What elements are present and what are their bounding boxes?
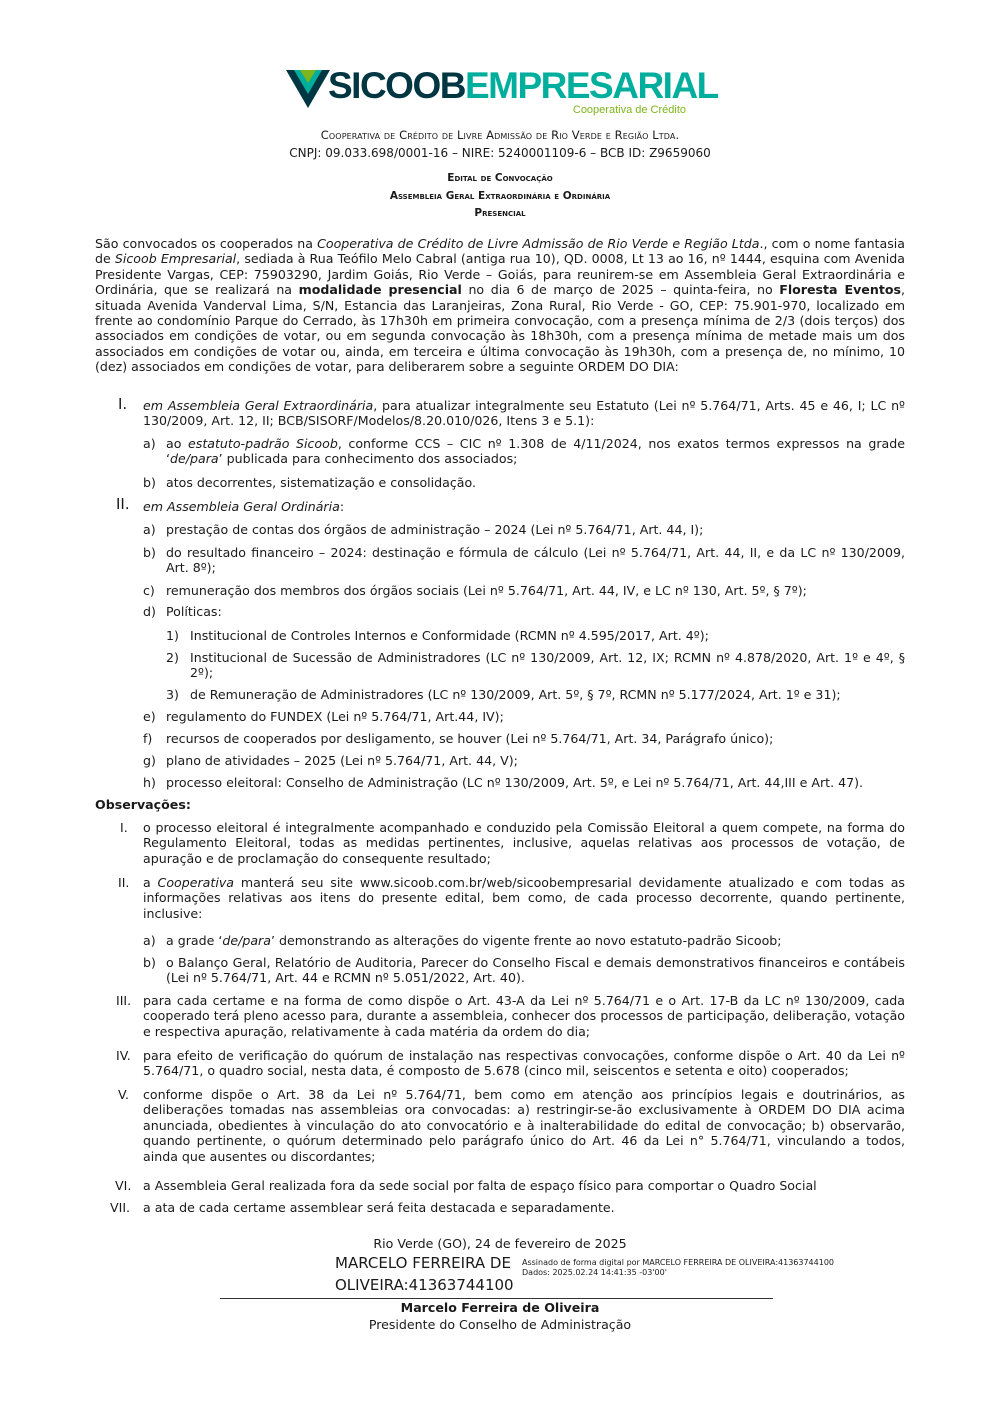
- obs-mark-I: I.: [120, 820, 128, 835]
- obs-IIa-post: ’ demonstrando as alterações do vigente frente ao novo estatuto-padrão Sicoob;: [270, 933, 782, 948]
- obs-item-VI: a Assembleia Geral realizada fora da sede social por falta de espaço físico para comportar o Quadro Social: [143, 1178, 817, 1193]
- agenda-Ia-italic: estatuto-padrão Sicoob: [188, 436, 338, 451]
- obs-mark-IIa: a): [143, 933, 156, 948]
- agenda-I-text: , para atualizar integralmente seu Estatuto (Lei nº 5.764/71, Arts. 45 e 46, I; LC nº 130/2009, Art. 12, II; BCB/SISORF/Modelos/8.20.010/026, Itens 3 e 5.1):: [143, 398, 905, 429]
- obs-II-text: manterá seu site www.sicoob.com.br/web/sicoobempresarial devidamente atualizado e com todas as informações relativas aos itens do presente edital, bem como, de cada processo decorrente, quando pertinente, inclusive:: [143, 875, 905, 921]
- obs-mark-V: V.: [118, 1087, 129, 1102]
- agenda-mark-I: I.: [118, 395, 128, 413]
- place-date: Rio Verde (GO), 24 de fevereiro de 2025: [373, 1236, 627, 1251]
- agenda-item-Ia: [166, 436, 905, 467]
- agenda-mark-Ib: b): [143, 475, 156, 490]
- agenda-item-IId1: Institucional de Controles Internos e Conformidade (RCMN nº 4.595/2017, Art. 4º);: [190, 628, 709, 643]
- agenda-mark-IId: d): [143, 604, 156, 619]
- sicoob-logo: [286, 65, 718, 116]
- agenda-item-II: [143, 499, 905, 514]
- agenda-item-IIf: recursos de cooperados por desligamento, se houver (Lei nº 5.764/71, Art. 34, Parágrafo único);: [166, 731, 774, 746]
- president-role: Presidente do Conselho de Administração: [368, 1317, 632, 1332]
- agenda-mark-IId3: 3): [166, 687, 179, 702]
- agenda-Ia-post: ’ publicada para conhecimento dos associados;: [218, 451, 518, 467]
- agenda-I-italic: em Assembleia Geral Extraordinária: [143, 398, 374, 413]
- agenda-item-IIg: plano de atividades – 2025 (Lei nº 5.764/71, Art. 44, V);: [166, 753, 518, 768]
- logo-subtitle: Cooperativa de Crédito: [572, 104, 686, 116]
- digital-signature-name-line1: MARCELO FERREIRA DE: [335, 1254, 511, 1272]
- agenda-item-IIe: regulamento do FUNDEX (Lei nº 5.764/71, Art.44, IV);: [166, 709, 504, 724]
- agenda-item-IId2: Institucional de Sucessão de Administradores (LC nº 130/2009, Art. 12, IX; RCMN nº 4.878/2020, Art. 1º e 4º, § 2º);: [190, 650, 905, 681]
- agenda-Ia-italic2: de/para: [170, 451, 219, 467]
- observations-heading: Observações:: [95, 797, 191, 812]
- agenda-mark-IIa: a): [143, 522, 156, 537]
- obs-mark-III: III.: [116, 993, 132, 1008]
- agenda-item-Ib: atos decorrentes, sistematização e consolidação.: [166, 475, 477, 490]
- signature-line: [220, 1298, 773, 1299]
- agenda-mark-IIg: g): [143, 753, 156, 768]
- agenda-item-IId: Políticas:: [166, 604, 222, 619]
- obs-mark-VI: VI.: [115, 1178, 132, 1193]
- obs-mark-IV: IV.: [116, 1048, 131, 1063]
- agenda-item-IIb: do resultado financeiro – 2024: destinação e fórmula de cálculo (Lei nº 5.764/71, Art. 44, II, e da LC nº 130/2009, Art. 8º);: [166, 545, 905, 576]
- title-assembleia: Assembleia Geral Extraordinária e Ordinária: [389, 190, 611, 202]
- intro-paragraph: [95, 236, 905, 375]
- logo-empresarial-text: EMPRESARIAL: [464, 65, 718, 106]
- obs-item-II: [143, 875, 905, 921]
- obs-item-I: o processo eleitoral é integralmente acompanhado e conduzido pela Comissão Eleitoral a quem compete, na forma do Regulamento Eleitoral, todas as medidas pertinentes, inclusive, aquelas relativas aos processos de votação, de apuração e de proclamação do consequente resultado;: [143, 820, 905, 866]
- intro-italic-1: Cooperativa de Crédito de Livre Admissão de Rio Verde e Região Ltda: [317, 236, 760, 251]
- agenda-item-I: [143, 398, 905, 429]
- intro-italic-2: Sicoob Empresarial: [114, 251, 237, 267]
- title-edital: Edital de Convocação: [447, 172, 553, 184]
- obs-II-italic: Cooperativa: [157, 875, 234, 890]
- cnpj-line: CNPJ: 09.033.698/0001-16 – NIRE: 5240001109-6 – BCB ID: Z9659060: [289, 146, 711, 160]
- obs-II-pre: a: [143, 875, 158, 890]
- sicoob-logo-mark-icon: [286, 68, 330, 110]
- agenda-mark-IId1: 1): [166, 628, 179, 643]
- intro-bold-2: Floresta Eventos: [779, 282, 901, 298]
- obs-item-IIa: [166, 933, 905, 948]
- agenda-item-IIh: processo eleitoral: Conselho de Administração (LC nº 130/2009, Art. 5º, e Lei nº 5.764/71, Art. 44,III e Art. 47).: [166, 775, 864, 790]
- obs-item-VII: a ata de cada certame assemblear será feita destacada e separadamente.: [143, 1200, 615, 1215]
- intro-text-4: no dia 6 de março de 2025 – quinta-feira, no: [461, 282, 780, 298]
- obs-mark-IIb: b): [143, 955, 156, 970]
- intro-text-1: São convocados os cooperados na: [95, 236, 318, 251]
- agenda-item-IId3: de Remuneração de Administradores (LC nº 130/2009, Art. 5º, § 7º, RCMN nº 5.177/2024, Art. 1º e 31);: [190, 687, 841, 702]
- agenda-mark-IIh: h): [143, 775, 156, 790]
- agenda-II-italic: em Assembleia Geral Ordinária: [143, 499, 340, 514]
- agenda-item-IIc: remuneração dos membros dos órgãos sociais (Lei nº 5.764/71, Art. 44, IV, e LC nº 130, Art. 5º, § 7º);: [166, 583, 807, 598]
- digital-signature-name-line2: OLIVEIRA:41363744100: [335, 1276, 514, 1294]
- president-name: Marcelo Ferreira de Oliveira: [400, 1300, 600, 1315]
- agenda-II-text: :: [339, 499, 345, 514]
- obs-mark-II: II.: [118, 875, 130, 890]
- logo-wordmark: [328, 62, 718, 110]
- agenda-mark-IIe: e): [143, 709, 156, 724]
- obs-item-IIb: o Balanço Geral, Relatório de Auditoria, Parecer do Conselho Fiscal e demais demonstrativos financeiros e contábeis (Lei nº 5.764/71, Art. 44 e RCMN nº 5.051/2022, Art. 40).: [166, 955, 905, 986]
- obs-IIa-italic: de/para: [222, 933, 271, 948]
- intro-text-5: , situada Avenida Vanderval Lima, S/N, Estancia das Laranjeiras, Zona Rural, Rio Verde - GO, CEP: 75.901-970, localizado em frente ao condomínio Parque do Cerrado, às 17h30h em primeira convocação, com a presença mínima de 2/3 (dois terços) dos associados em condições de votar, ou em segunda convocação às 18h30h, com a presença mínima de metade mais um dos associados em condições de votar ou, ainda, em terceira e última convocação às 19h30h, com a presença de, no mínimo, 10 (dez) associados em condições de votar, para deliberarem sobre a seguinte ORDEM DO DIA:: [95, 282, 906, 375]
- obs-mark-VII: VII.: [110, 1200, 131, 1215]
- intro-text-3: , sediada à Rua Teófilo Melo Cabral (antiga rua 10), QD. 0008, Lt 13 ao 16, nº 1444, esquina com Avenida Presidente Vargas, CEP: 75903290, Jardim Goiás, Rio Verde – Goiás, para reunirem-se em Assembleia Geral Extraordinária e Ordinária, que se realizará na: [95, 251, 905, 298]
- agenda-Ia-mid: , conforme CCS – CIC nº 1.308 de 4/11/2024, nos exatos termos expressos na grade ‘: [166, 436, 906, 467]
- logo-sicoob-text: SICOOB: [328, 65, 465, 106]
- agenda-item-IIa: prestação de contas dos órgãos de administração – 2024 (Lei nº 5.764/71, Art. 44, I);: [166, 522, 704, 537]
- obs-IIa-pre: a grade ‘: [166, 933, 223, 948]
- agenda-mark-IIc: c): [143, 583, 155, 598]
- agenda-mark-IId2: 2): [166, 650, 179, 665]
- agenda-mark-Ia: a): [143, 436, 156, 451]
- agenda-mark-IIf: f): [143, 731, 153, 746]
- agenda-Ia-pre: ao: [166, 436, 189, 451]
- title-presencial: Presencial: [474, 207, 526, 219]
- intro-bold-1: modalidade presencial: [298, 282, 462, 298]
- obs-item-III: para cada certame e na forma de como dispõe o Art. 43-A da Lei nº 5.764/71 e o Art. 17-B da LC nº 130/2009, cada cooperado terá pleno acesso para, durante a assembleia, conhecer dos processos de participação, deliberação, votação e respectiva apuração, relativamente à cada matéria da ordem do dia;: [143, 993, 905, 1039]
- digital-signature-details: Assinado de forma digital por MARCELO FERREIRA DE OLIVEIRA:41363744100 Dados: 2025.02.24 14:41:35 -03'00': [522, 1258, 835, 1277]
- agenda-mark-II: II.: [116, 495, 130, 513]
- intro-text-2: ., com o nome fantasia de: [95, 236, 905, 267]
- cooperative-name: Cooperativa de Crédito de Livre Admissão de Rio Verde e Região Ltda.: [320, 128, 680, 142]
- agenda-mark-IIb: b): [143, 545, 156, 560]
- obs-item-V: conforme dispõe o Art. 38 da Lei nº 5.764/71, bem como em atenção aos princípios legais e doutrinários, as deliberações tomadas nas assembleias ora convocadas: a) restringir-se-ão exclusivamente à ORDEM DO DIA acima anunciada, obedientes à vinculação do ato convocatório e à inalterabilidade do edital de convocação; b) observarão, quando pertinente, o quórum determinado pelo parágrafo único do Art. 46 da Lei n° 5.764/71, vinculando a todos, ainda que ausentes ou discordantes;: [143, 1087, 905, 1164]
- obs-item-IV: para efeito de verificação do quórum de instalação nas respectivas convocações, conforme dispõe o Art. 40 da Lei nº 5.764/71, o quadro social, nesta data, é composto de 5.678 (cinco mil, seiscentos e setenta e oito) cooperados;: [143, 1048, 905, 1079]
